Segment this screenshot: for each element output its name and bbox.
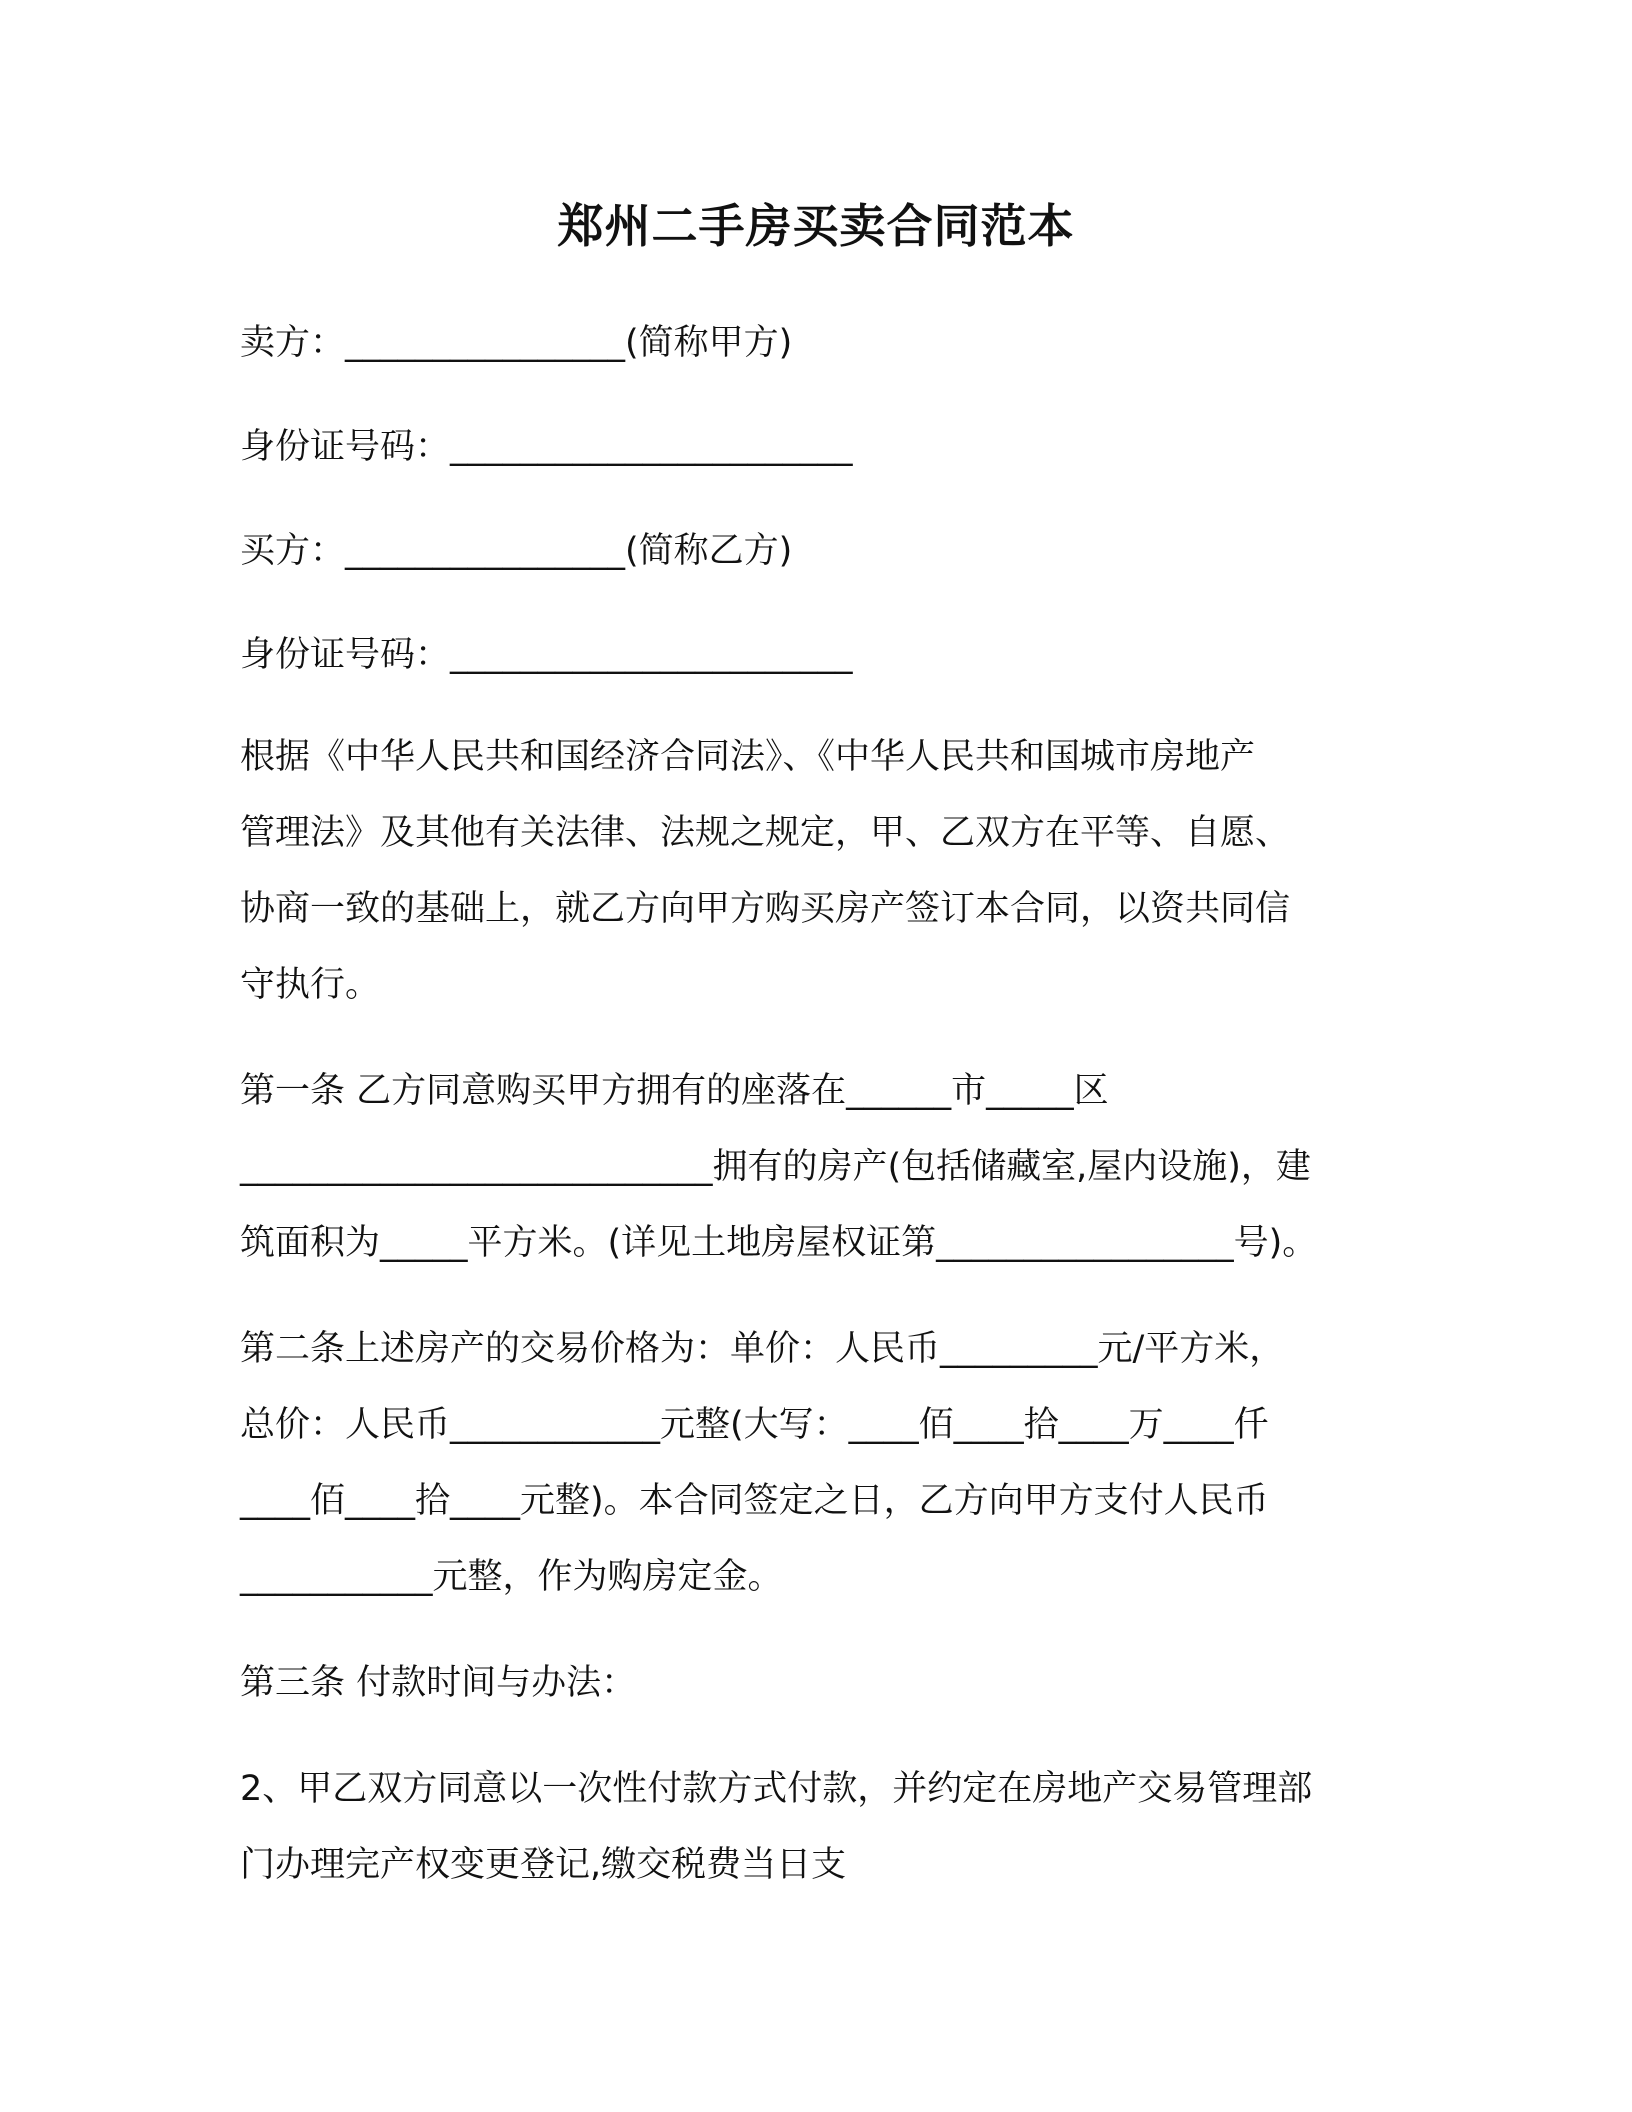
buyer-id-line: 身份证号码：_______________________ [240, 635, 853, 675]
article-2-line-4: ___________元整，作为购房定金。 [240, 1557, 783, 1597]
article-2-line-1: 第二条上述房产的交易价格为：单价：人民币_________元/平方米， [240, 1329, 1285, 1369]
seller-line: 卖方：________________(简称甲方) [240, 323, 793, 363]
article-1-line-3: 筑面积为_____平方米。(详见土地房屋权证第_________________号)。 [240, 1223, 1318, 1263]
preamble-line-2: 管理法》及其他有关法律、法规之规定，甲、乙双方在平等、自愿、 [240, 813, 1291, 853]
article-1-line-2: ___________________________拥有的房产(包括储藏室,屋内设施)，建 [240, 1147, 1311, 1187]
buyer-line: 买方：________________(简称乙方) [240, 531, 793, 571]
article-1-line-1: 第一条 乙方同意购买甲方拥有的座落在______市_____区 [240, 1071, 1109, 1111]
preamble-line-1: 根据《中华人民共和国经济合同法》、《中华人民共和国城市房地产 [240, 737, 1256, 777]
article-2-line-3: ____佰____拾____元整)。本合同签定之日，乙方向甲方支付人民币 [240, 1481, 1269, 1521]
seller-id-line: 身份证号码：_______________________ [240, 427, 853, 467]
clause-2-line-1: 2、甲乙双方同意以一次性付款方式付款，并约定在房地产交易管理部 [240, 1769, 1313, 1809]
preamble-line-4: 守执行。 [240, 965, 381, 1005]
article-2-line-2: 总价：人民币____________元整(大写：____佰____拾____万____仟 [240, 1405, 1269, 1445]
document-title: 郑州二手房买卖合同范本 [557, 199, 1075, 253]
preamble-line-3: 协商一致的基础上，就乙方向甲方购买房产签订本合同，以资共同信 [240, 889, 1291, 929]
clause-2-line-2: 门办理完产权变更登记,缴交税费当日支 [240, 1845, 847, 1885]
article-3-heading: 第三条 付款时间与办法： [240, 1663, 637, 1703]
